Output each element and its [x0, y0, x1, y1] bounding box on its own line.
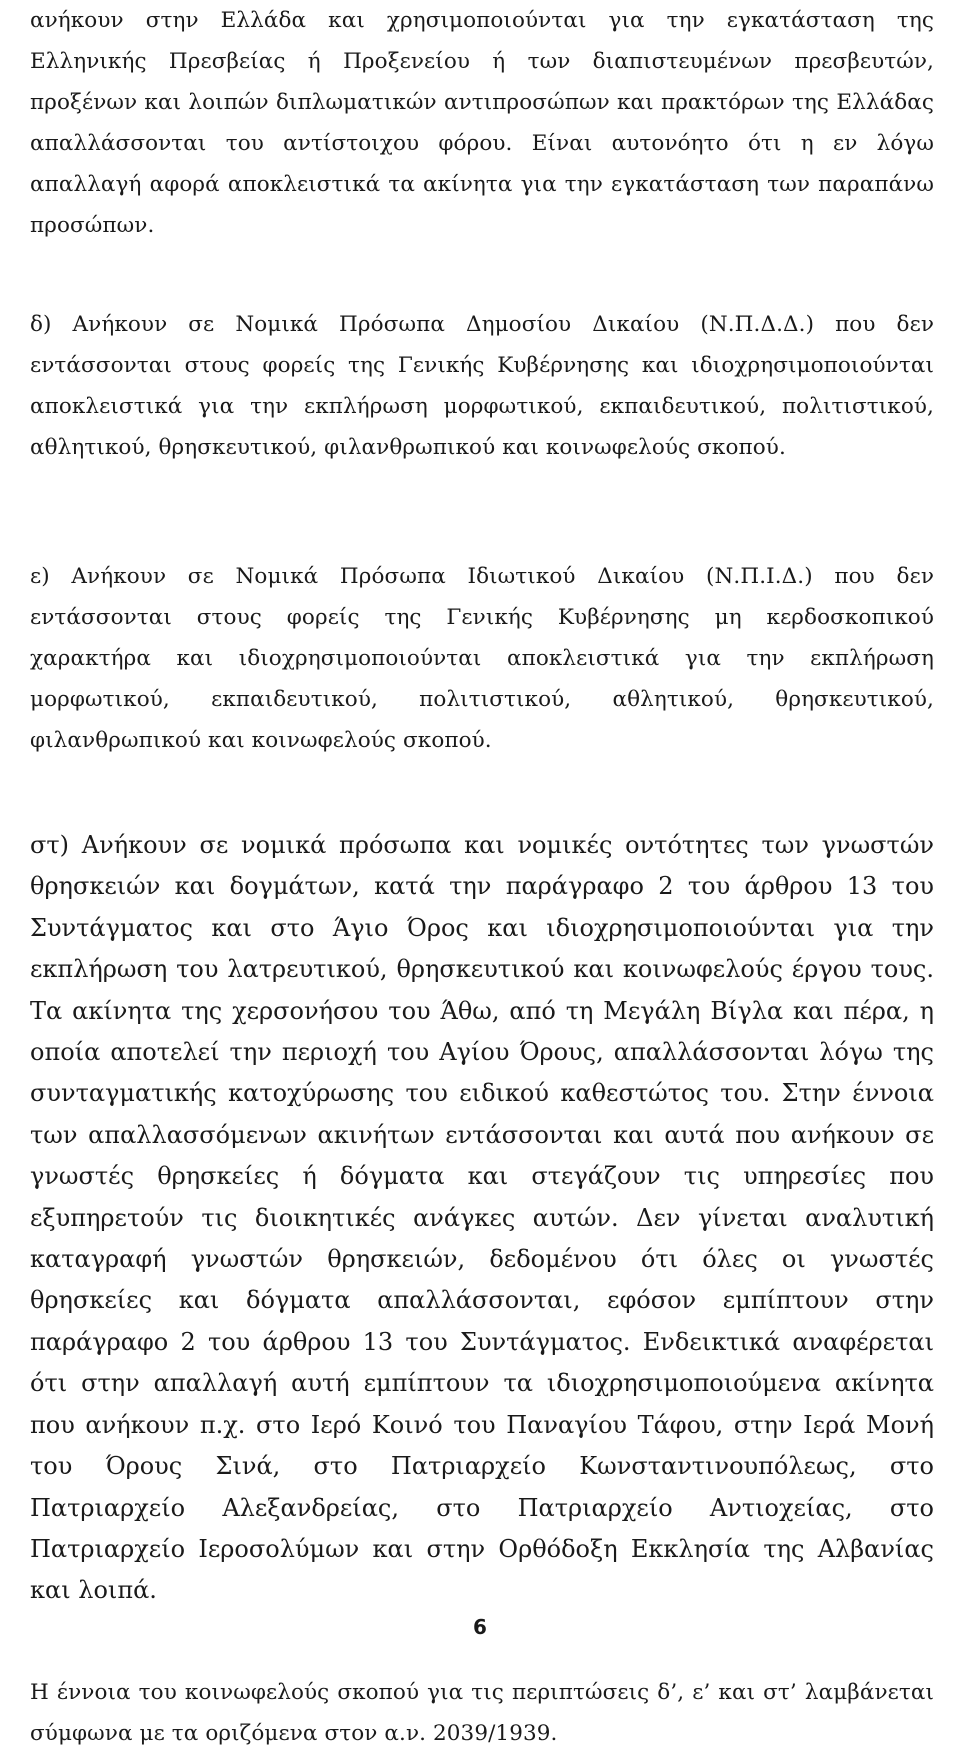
- paragraph-epsilon-private-law-entities: ε) Ανήκουν σε Νομικά Πρόσωπα Ιδιωτικού Δικαίου (Ν.Π.Ι.Δ.) που δεν εντάσσονται στους φορείς της Γενικής Κυβέρνησης μη κερδοσκοπικού χαρακτήρα και ιδιοχρησιμοποιούνται αποκλειστικά για την εκπλήρωση μορφωτικού, εκπαιδευτικού, πολιτιστικού, αθλητικού, θρησκευτικού, φιλανθρωπικού και κοινωφελούς σκοπού.: [30, 564, 934, 753]
- paragraph-public-benefit-definition: Η έννοια του κοινωφελούς σκοπού για τις περιπτώσεις δ’, ε’ και στ’ λαμβάνεται σύμφωνα με τα οριζόμενα στον α.ν. 2039/1939.: [30, 1679, 934, 1746]
- paragraph-st-religious-entities: στ) Ανήκουν σε νομικά πρόσωπα και νομικές οντότητες των γνωστών θρησκειών και δογμάτων, κατά την παράγραφο 2 του άρθρου 13 του Συντάγματος και στο Άγιο Όρος και ιδιοχρησιμοποιούνται για την εκπλήρωση του λατρευτικού, θρησκευτικού και κοινωφελούς έργου τους. Τα ακίνητα της χερσονήσου του Άθω, από τη Μεγάλη Βίγλα και πέρα, η οποία αποτελεί την περιοχή του Αγίου Όρους, απαλλάσσονται λόγω της συνταγματικής κατοχύρωσης του ειδικού καθεστώτος του. Στην έννοια των απαλλασσόμενων ακινήτων εντάσσονται και αυτά που ανήκουν σε γνωστές θρησκείες ή δόγματα και στεγάζουν τις υπηρεσίες που εξυπηρετούν τις διοικητικές ανάγκες αυτών. Δεν γίνεται αναλυτική καταγραφή γνωστών θρησκειών, δεδομένου ότι όλες οι γνωστές θρησκείες και δόγματα απαλλάσσονται, εφόσον εμπίπτουν στην παράγραφο 2 του άρθρου 13 του Συντάγματος. Ενδεικτικά αναφέρεται ότι στην απαλλαγή αυτή εμπίπτουν τα ιδιοχρησιμοποιούμενα ακίνητα που ανήκουν π.χ. στο Ιερό Κοινό του Παναγίου Τάφου, στην Ιερά Μονή του Όρους Σινά, στο Πατριαρχείο Κωνσταντινουπόλεως, στο Πατριαρχείο Αλεξανδρείας, στο Πατριαρχείο Αντιοχείας, στο Πατριαρχείο Ιεροσολύμων και στην Ορθόδοξη Εκκλησία της Αλβανίας και λοιπά.: [30, 831, 934, 1605]
- document-page: [30, 0, 934, 1754]
- paragraph-embassy-exemption: ανήκουν στην Ελλάδα και χρησιμοποιούνται για την εγκατάσταση της Ελληνικής Πρεσβείας ή Προξενείου ή των διαπιστευμένων πρεσβευτών, προξένων και λοιπών διπλωματικών αντιπροσώπων και πρακτόρων της Ελλάδας απαλλάσσονται του αντίστοιχου φόρου. Είναι αυτονόητο ότι η εν λόγω απαλλαγή αφορά αποκλειστικά τα ακίνητα για την εγκατάσταση των παραπάνω προσώπων.: [30, 8, 934, 238]
- paragraph-delta-public-law-entities: δ) Ανήκουν σε Νομικά Πρόσωπα Δημοσίου Δικαίου (Ν.Π.Δ.Δ.) που δεν εντάσσονται στους φορείς της Γενικής Κυβέρνησης και ιδιοχρησιμοποιούνται αποκλειστικά για την εκπλήρωση μορφωτικού, εκπαιδευτικού, πολιτιστικού, αθλητικού, θρησκευτικού, φιλανθρωπικού και κοινωφελούς σκοπού.: [30, 312, 934, 460]
- page-number: 6: [473, 1615, 487, 1639]
